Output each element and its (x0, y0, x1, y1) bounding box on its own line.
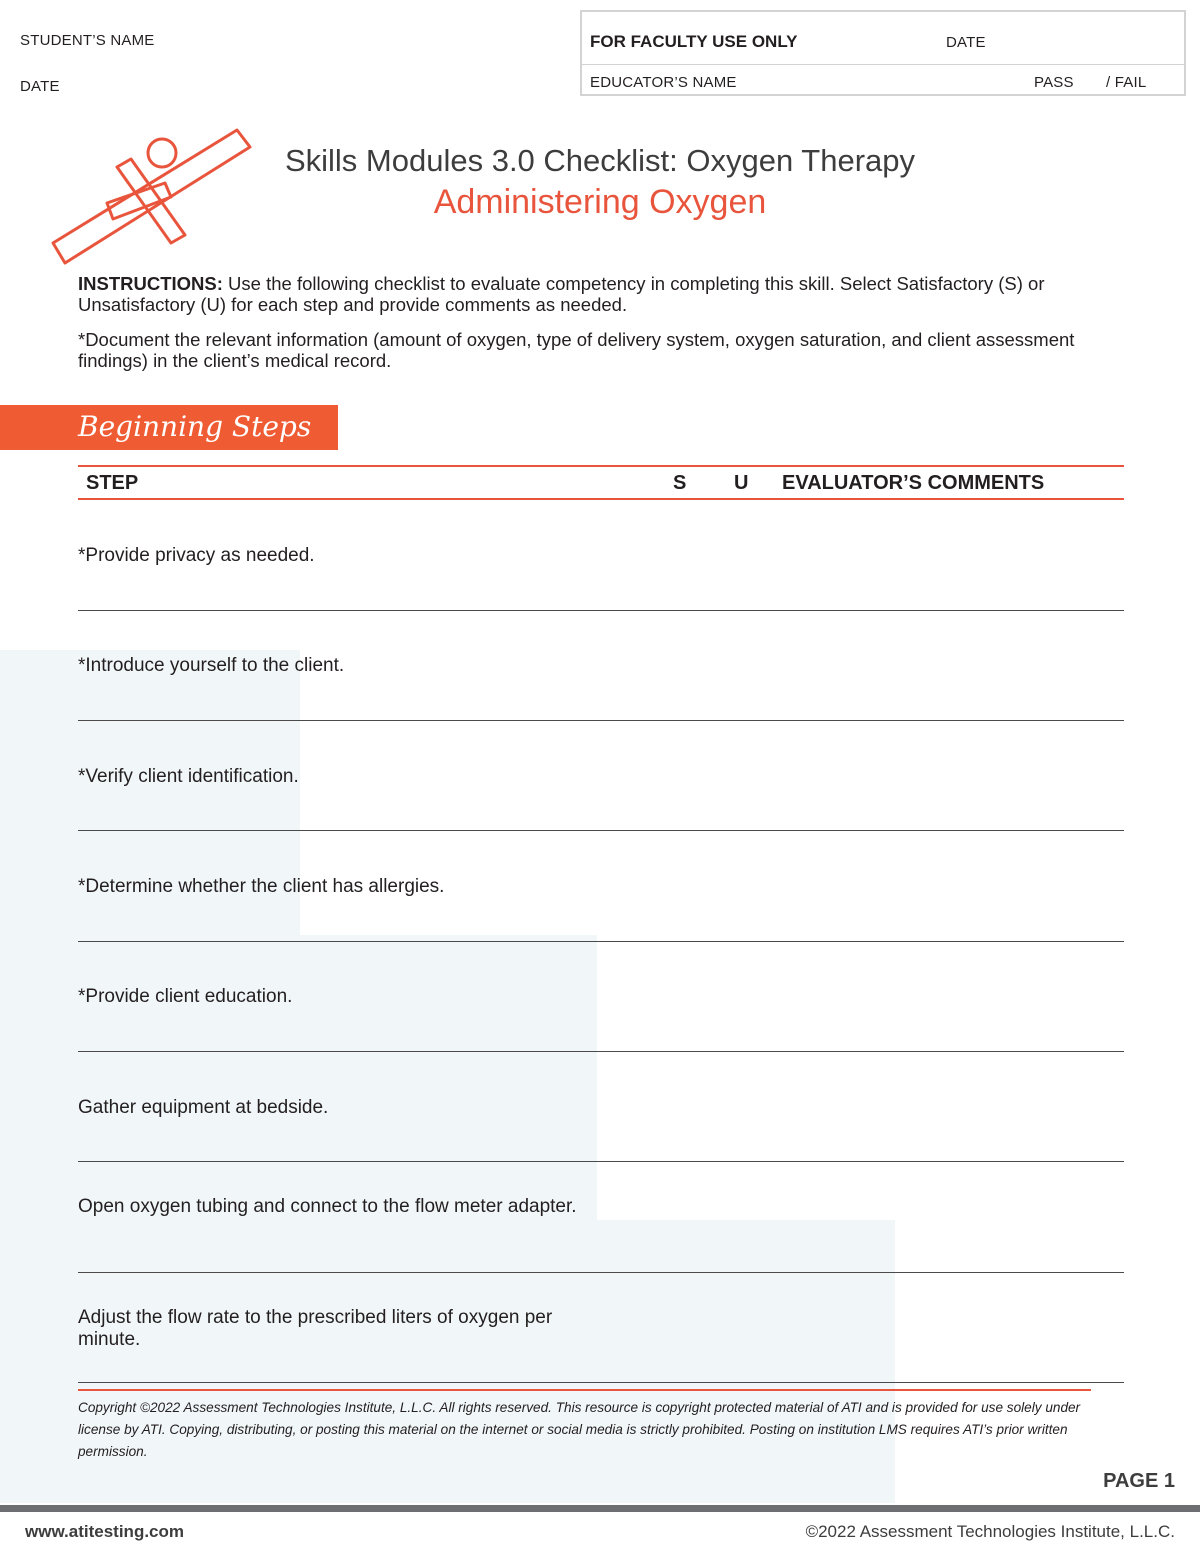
column-evaluator-comments: EVALUATOR’S COMMENTS (782, 472, 1045, 494)
table-row-step: Gather equipment at bedside. (78, 1097, 329, 1118)
student-name-label: STUDENT’S NAME (20, 32, 155, 49)
table-row-step: *Provide client education. (78, 986, 293, 1007)
table-row-rule (78, 720, 1124, 721)
faculty-box-divider (582, 64, 1184, 65)
page-subtitle: Administering Oxygen (433, 183, 767, 221)
table-row-rule (78, 830, 1124, 831)
footer-website: www.atitesting.com (25, 1522, 185, 1541)
table-row-step: Open oxygen tubing and connect to the flow meter adapter. (78, 1196, 577, 1217)
pass-label: PASS (1034, 74, 1074, 91)
instructions-note: *Document the relevant information (amount of oxygen, type of delivery system, oxygen saturation, and client assessment findings) in the client’s medical record. (78, 329, 1075, 371)
footer-bar (0, 1505, 1200, 1512)
instructions-text: Use the following checklist to evaluate competency in completing this skill. Select Satisfactory (S) or Unsatisfactory (U) for each step and provide comments as needed. (78, 273, 1045, 315)
table-row-rule (78, 1051, 1124, 1052)
table-row-rule (78, 1272, 1124, 1273)
faculty-title: FOR FACULTY USE ONLY (590, 32, 798, 51)
column-step: STEP (86, 472, 139, 494)
faculty-use-box (580, 10, 1186, 96)
page-number: PAGE 1 (1103, 1470, 1175, 1492)
table-row-step: *Provide privacy as needed. (78, 545, 315, 566)
date-label: DATE (20, 78, 60, 95)
column-satisfactory: S (673, 472, 687, 494)
table-row-step: Adjust the flow rate to the prescribed liters of oxygen per minute. (78, 1307, 553, 1350)
table-row-step: *Determine whether the client has allergies. (78, 876, 445, 897)
column-unsatisfactory: U (734, 472, 749, 494)
instructions-label: INSTRUCTIONS: (78, 273, 223, 294)
table-row-rule (78, 1161, 1124, 1162)
faculty-date-label: DATE (946, 34, 986, 51)
footer-company: ©2022 Assessment Technologies Institute, L.L.C. (805, 1522, 1175, 1541)
fail-label: / FAIL (1106, 74, 1147, 91)
section-title: Beginning Steps (78, 410, 312, 443)
educator-name-label: EDUCATOR’S NAME (590, 74, 737, 91)
page-title: Skills Modules 3.0 Checklist: Oxygen Therapy (284, 143, 916, 178)
instructions (78, 273, 1078, 315)
copyright-rule (78, 1389, 1091, 1391)
table-row-step: *Verify client identification. (78, 766, 299, 787)
table-row-step: *Introduce yourself to the client. (78, 655, 345, 676)
table-row-rule (78, 1382, 1124, 1383)
copyright-notice: Copyright ©2022 Assessment Technologies Institute, L.L.C. All rights reserved. This resource is copyright protected material of ATI and is provided for use solely under license by ATI. Copying, distributing, or posting this material on the internet or social media is strictly prohibited. Posting on institution LMS requires ATI’s prior written permission. (78, 1400, 1081, 1459)
table-header-top-rule (78, 465, 1124, 467)
table-row-rule (78, 941, 1124, 942)
table-header-bottom-rule (78, 498, 1124, 500)
table-row-rule (78, 610, 1124, 611)
